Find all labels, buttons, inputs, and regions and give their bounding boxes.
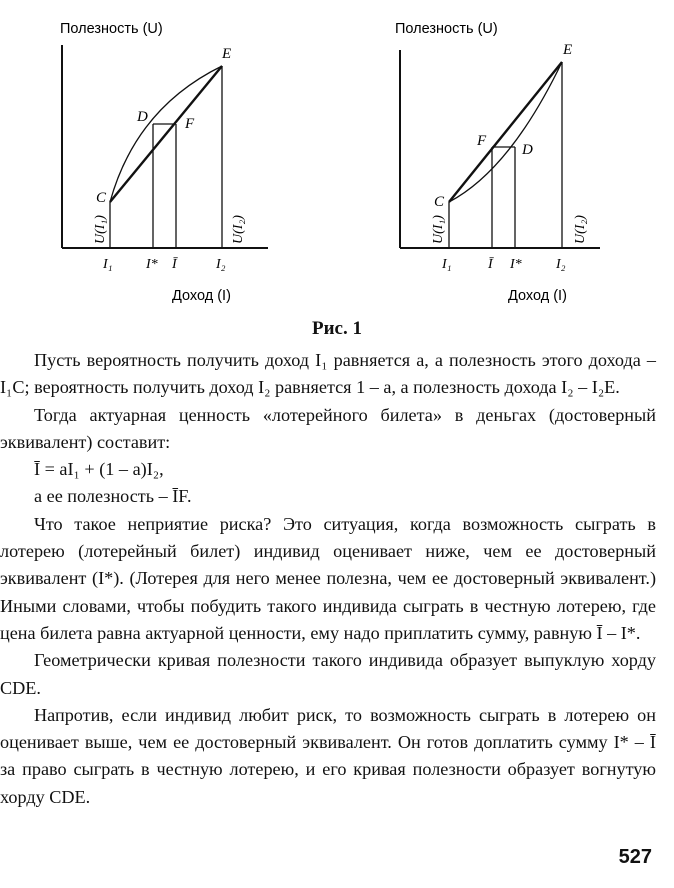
xlabel: Доход (I) bbox=[508, 288, 567, 304]
tick-label: I₂ bbox=[216, 257, 226, 272]
figure-left bbox=[60, 21, 268, 304]
formula: Ī = aI₁ + (1 – a)I₂, bbox=[34, 459, 164, 480]
tick-label: I₁ bbox=[103, 257, 113, 272]
xlabel: Доход (I) bbox=[172, 288, 231, 304]
page-number: 527 bbox=[618, 846, 652, 868]
ylabel: Полезность (U) bbox=[60, 21, 163, 37]
u-label-2: U(I₂) bbox=[231, 215, 246, 244]
point-F: F bbox=[477, 133, 487, 149]
point-F: F bbox=[185, 116, 195, 132]
tick-label: I* bbox=[146, 257, 158, 272]
point-E: E bbox=[222, 46, 232, 62]
point-D: D bbox=[522, 142, 533, 158]
chord-CE bbox=[110, 66, 222, 202]
body-text bbox=[0, 347, 656, 811]
tick-label: Ī bbox=[172, 257, 177, 272]
utility-diagrams bbox=[0, 0, 674, 320]
paragraph: Тогда актуарная ценность «лотерейного билета» в деньгах (достоверный эквивалент) составит: bbox=[0, 404, 656, 452]
point-C: C bbox=[434, 194, 445, 210]
u-label-1: U(I₁) bbox=[431, 215, 446, 244]
paragraph: Что такое неприятие риска? Это ситуация, когда возможность сыграть в лотерею (лотерейный билет) индивид оценивает ниже, чем ее достоверный эквивалент (I*). (Лотерея для него менее полезна, чем ее достоверный эквивалент.) Иными словами, чтобы побудить такого индивида сыграть в честную лотерею, где цена билета равна актуарной ценности, ему надо приплатить сумму, равную Ī – I*. bbox=[0, 513, 656, 643]
tick-label: I* bbox=[510, 257, 522, 272]
paragraph: Геометрически кривая полезности такого индивида образует выпуклую хорду CDE. bbox=[0, 650, 656, 698]
ylabel: Полезность (U) bbox=[395, 21, 498, 37]
tick-label: I₂ bbox=[556, 257, 566, 272]
formula: а ее полезность – ĪF. bbox=[34, 486, 192, 507]
tick-label: Ī bbox=[488, 257, 493, 272]
paragraph: Пусть вероятность получить доход I₁ равняется a, а полезность этого дохода – I₁C; вероятность получить доход I₂ равняется 1 – a, а полезность дохода I₂ – I₂E. bbox=[0, 350, 656, 398]
tick-label: I₁ bbox=[442, 257, 452, 272]
point-D: D bbox=[137, 109, 148, 125]
chord-CE bbox=[449, 62, 562, 202]
u-label-2: U(I₂) bbox=[573, 215, 588, 244]
figure-right bbox=[395, 21, 600, 304]
figure-caption: Рис. 1 bbox=[312, 318, 362, 339]
u-label-1: U(I₁) bbox=[93, 215, 108, 244]
figures bbox=[0, 0, 674, 320]
point-C: C bbox=[96, 190, 107, 206]
point-E: E bbox=[563, 42, 573, 58]
paragraph: Напротив, если индивид любит риск, то возможность сыграть в лотерею он оценивает выше, чем ее достоверный эквивалент. Он готов доплатить сумму I* – Ī за право сыграть в честную лотерею, и его кривая полезности образует вогнутую хорду CDE. bbox=[0, 704, 656, 807]
